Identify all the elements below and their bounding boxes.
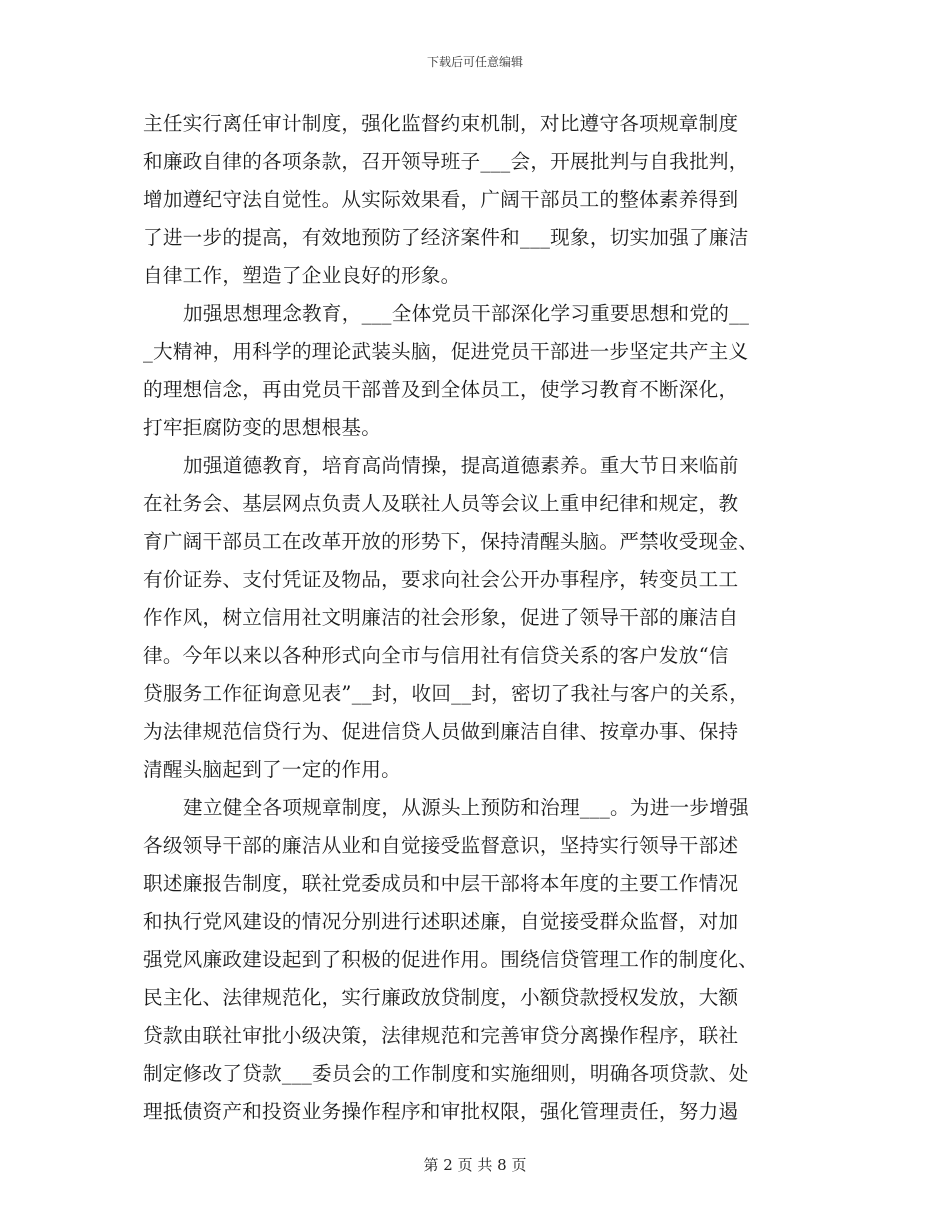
text-line: 制定修改了贷款___委员会的工作制度和实施细则，明确各项贷款、处 — [143, 1062, 749, 1085]
text-line: 民主化、法律规范化，实行廉政放贷制度，小额贷款授权发放，大额 — [143, 986, 739, 1009]
text-line: 增加遵纪守法自觉性。从实际效果看，广阔干部员工的整体素养得到 — [143, 188, 739, 211]
text-line: 和执行党风建设的情况分别进行述职述廉，自觉接受群众监督，对加 — [143, 910, 739, 933]
page-footer-page-number: 第 2 页 共 8 页 — [423, 1156, 527, 1174]
text-line: 理抵债资产和投资业务操作程序和审批权限，强化管理责任，努力遏 — [143, 1100, 739, 1123]
text-line: 贷服务工作征询意见表”__封，收回__封，密切了我社与客户的关系， — [143, 682, 750, 705]
text-line: 各级领导干部的廉洁从业和自觉接受监督意识，坚持实行领导干部述 — [143, 834, 739, 857]
paragraph-4 — [143, 789, 807, 1131]
text-line: 育广阔干部员工在改革开放的形势下，保持清醒头脑。严禁收受现金、 — [143, 530, 759, 553]
text-line: 在社务会、基层网点负责人及联社人员等会议上重申纪律和规定，教 — [143, 492, 739, 515]
text-line: _大精神，用科学的理论武装头脑，促进党员干部进一步坚定共产主义 — [143, 340, 749, 363]
text-line: 职述廉报告制度，联社党委成员和中层干部将本年度的主要工作情况 — [143, 872, 739, 895]
text-line: 贷款由联社审批小级决策，法律规范和完善审贷分离操作程序，联社 — [143, 1024, 739, 1047]
document-body — [143, 105, 807, 1131]
page-header: 下载后可任意编辑 — [426, 55, 523, 69]
text-line: 的理想信念，再由党员干部普及到全体员工，使学习教育不断深化， — [143, 378, 739, 401]
paragraph-1 — [143, 105, 807, 295]
text-line: 建立健全各项规章制度，从源头上预防和治理___。为进一步增强 — [183, 796, 749, 819]
text-line: 为法律规范信贷行为、促进信贷人员做到廉洁自律、按章办事、保持 — [143, 720, 739, 743]
text-line: 清醒头脑起到了一定的作用。 — [143, 758, 401, 781]
text-line: 和廉政自律的各项条款，召开领导班子___会，开展批判与自我批判， — [143, 150, 749, 173]
text-line: 强党风廉政建设起到了积极的促进作用。围绕信贷管理工作的制度化、 — [143, 948, 759, 971]
text-line: 加强道德教育，培育高尚情操，提高道德素养。重大节日来临前 — [183, 454, 739, 477]
text-line: 有价证券、支付凭证及物品，要求向社会公开办事程序，转变员工工 — [143, 568, 739, 591]
text-line: 主任实行离任审计制度，强化监督约束机制，对比遵守各项规章制度 — [143, 112, 739, 135]
text-line: 打牢拒腐防变的思想根基。 — [143, 416, 382, 439]
text-line: 了进一步的提高，有效地预防了经济案件和___现象，切实加强了廉洁 — [143, 226, 749, 249]
text-line: 自律工作，塑造了企业良好的形象。 — [143, 264, 461, 287]
text-line: 作作风，树立信用社文明廉洁的社会形象，促进了领导干部的廉洁自 — [143, 606, 739, 629]
text-line: 律。今年以来以各种形式向全市与信用社有信贷关系的客户发放“信 — [143, 644, 729, 667]
text-line: 加强思想理念教育，___全体党员干部深化学习重要思想和党的__ — [183, 302, 750, 325]
paragraph-2 — [143, 295, 807, 447]
paragraph-3 — [143, 447, 807, 789]
